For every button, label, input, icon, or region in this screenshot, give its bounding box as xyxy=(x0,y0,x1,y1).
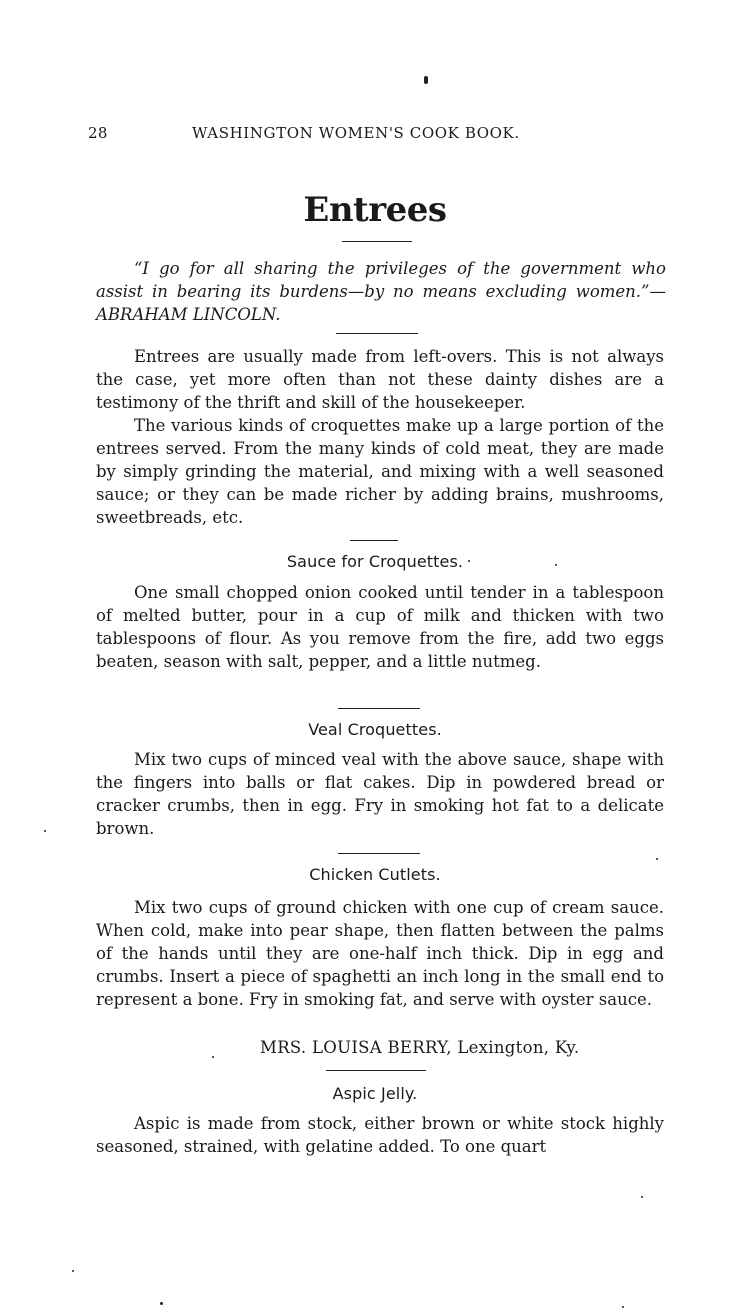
recipe-paragraph: Aspic is made from stock, either brown or white stock highly seasoned, strained, with gelatine added. To one quart xyxy=(96,1114,664,1156)
divider-rule xyxy=(342,241,412,242)
section-title: Entrees xyxy=(303,190,447,230)
scan-speck xyxy=(72,1270,74,1272)
recipe-paragraph: Mix two cups of ground chicken with one cup of cream sauce. When cold, make into pear shape, then flatten between the palms of the hands until they are one-half inch thick. Dip in egg and crumbs. Insert a piece of spaghetti an inch long in the small end to represent a bone. Fry in smoking fat, and serve with oyster sauce. xyxy=(96,898,664,1009)
intro-text xyxy=(96,345,664,529)
divider-rule xyxy=(336,333,418,334)
intro-paragraph: Entrees are usually made from left-overs. This is not always the case, yet more often than not these dainty dishes are a testimony of the thrift and skill of the housekeeper. xyxy=(96,347,664,412)
running-title: WASHINGTON WOMEN'S COOK BOOK. xyxy=(192,124,520,142)
recipe-paragraph: Mix two cups of minced veal with the above sauce, shape with the fingers into balls or flat cakes. Dip in powdered bread or cracker crumbs, then in egg. Fry in smoking hot fat to a delicate brown. xyxy=(96,750,664,838)
recipe-body xyxy=(96,748,664,840)
scan-speck xyxy=(622,1306,624,1308)
recipe-body xyxy=(96,896,664,1011)
epigraph-quote: “I go for all sharing the privileges of the government who assist in bearing its burdens—by no means excluding women.”—ABRAHAM LINCOLN. xyxy=(96,259,666,324)
intro-paragraph: The various kinds of croquettes make up a large portion of the entrees served. From the many kinds of cold meat, they are made by simply grinding the material, and mixing with a well seasoned sauce; or they can be made richer by adding brains, mushrooms, sweetbreads, etc. xyxy=(96,416,664,527)
scan-speck xyxy=(424,76,428,84)
divider-rule xyxy=(338,708,420,709)
recipe-paragraph: One small chopped onion cooked until tender in a tablespoon of melted butter, pour in a cup of milk and thicken with two tablespoons of flour. As you remove from the fire, add two eggs beaten, season with salt, pepper, and a little nutmeg. xyxy=(96,583,664,671)
recipe-body xyxy=(96,581,664,673)
recipe-title: Sauce for Croquettes. xyxy=(286,552,464,571)
scan-speck xyxy=(656,858,658,860)
recipe-credit: MRS. LOUISA BERRY, Lexington, Ky. xyxy=(260,1038,580,1057)
recipe-title: Aspic Jelly. xyxy=(332,1084,418,1103)
divider-rule xyxy=(350,540,398,541)
scan-speck xyxy=(641,1196,643,1198)
scan-speck xyxy=(44,830,46,832)
recipe-title: Chicken Cutlets. xyxy=(309,865,441,884)
divider-rule xyxy=(338,853,420,854)
running-header xyxy=(88,124,668,146)
recipe-title: Veal Croquettes. xyxy=(308,720,442,739)
recipe-body xyxy=(96,1112,664,1158)
divider-rule xyxy=(326,1070,426,1071)
page-number: 28 xyxy=(88,124,108,142)
scan-speck xyxy=(160,1302,163,1305)
scan-speck xyxy=(212,1056,214,1058)
